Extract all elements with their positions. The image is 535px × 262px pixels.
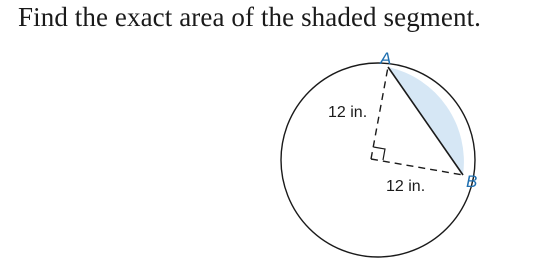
radius-label-horizontal: 12 in. [386,178,426,195]
radius-to-a [371,67,388,159]
radius-to-b [371,159,463,175]
radius-label-vertical: 12 in. [328,104,368,121]
point-a-label: A [380,49,392,68]
problem-prompt: Find the exact area of the shaded segment. [18,2,482,32]
point-b-label: B [466,172,478,191]
right-angle-marker [374,147,386,160]
circle-outline [281,63,478,257]
